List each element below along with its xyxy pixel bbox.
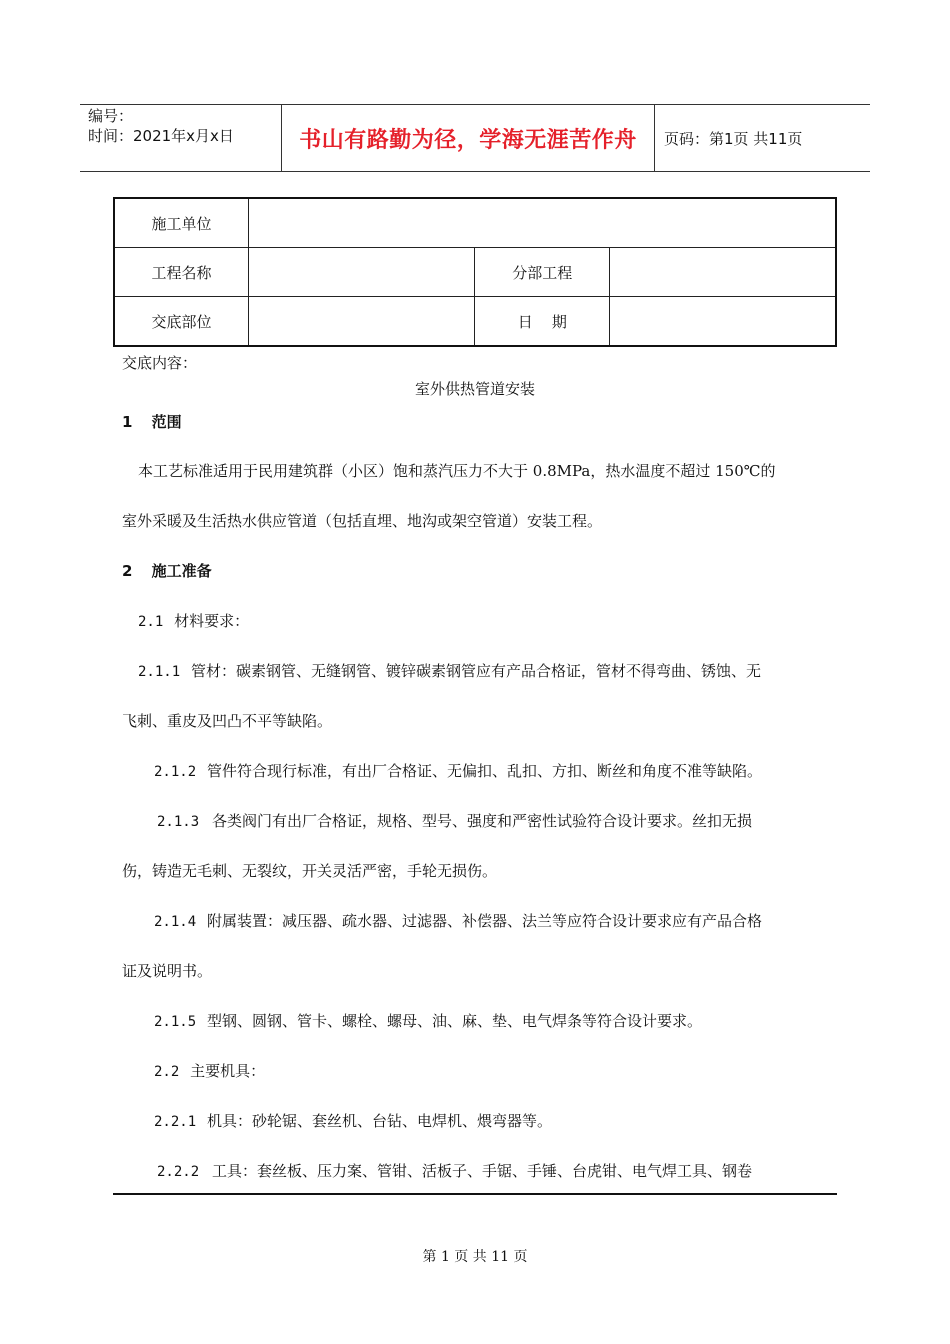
section-2-1-4-line-2: 证及说明书。 [122, 962, 213, 980]
position-label: 交底部位 [114, 297, 249, 347]
form-row-position [114, 297, 836, 347]
section-2-1-1-line-2: 飞刺、重皮及凹凸不平等缺陷。 [122, 712, 333, 730]
section-2-1-text: 材料要求： [174, 612, 250, 630]
section-2-1-3-text: 各类阀门有出厂合格证，规格、型号、强度和严密性试验符合设计要求。丝扣无损 [211, 812, 752, 830]
section-2-2-1-text: 机具：砂轮锯、套丝机、台钻、电焊机、煨弯器等。 [206, 1112, 552, 1130]
footer-page-number: 第 1 页 共 11 页 [422, 1249, 528, 1265]
section-2-2-1 [154, 1110, 552, 1131]
section-2-1-2 [154, 760, 762, 781]
section-2-1-4-number: 2.1.4 [154, 914, 197, 930]
section-2-1-3-line-2: 伤，铸造无毛刺、无裂纹，开关灵活严密，手轮无损伤。 [122, 862, 498, 880]
section-2-1-2-number: 2.1.2 [154, 764, 197, 780]
section-2-2-text: 主要机具： [190, 1062, 266, 1080]
division-value[interactable] [610, 248, 836, 297]
section-2-heading [122, 560, 212, 581]
footer-rule [113, 1193, 837, 1195]
unit-value[interactable] [249, 198, 836, 248]
section-2-1-3-number: 2.1.3 [157, 814, 200, 830]
section-2-1-1-text: 管材：碳素钢管、无缝钢管、镀锌碳素钢管应有产品合格证，管材不得弯曲、锈蚀、无 [190, 662, 761, 680]
scope-paragraph-line-2: 室外采暖及生活热水供应管道（包括直埋、地沟或架空管道）安装工程。 [122, 512, 603, 530]
section-2-1-1-line-1 [138, 660, 761, 681]
project-value[interactable] [249, 248, 475, 297]
serial-label: 编号： [88, 107, 134, 125]
section-2-1-5 [154, 1010, 702, 1031]
scope-paragraph-line-1: 本工艺标准适用于民用建筑群（小区）饱和蒸汽压力不大于 0.8MPa，热水温度不超过 150℃的 [138, 462, 776, 480]
section-2-1-number: 2.1 [138, 614, 164, 630]
section-1-number: 1 [122, 413, 133, 431]
section-2-1-3-line-1 [157, 810, 752, 831]
division-label: 分部工程 [475, 248, 610, 297]
form-row-project [114, 248, 836, 297]
section-2-1-5-number: 2.1.5 [154, 1014, 197, 1030]
section-1-heading [122, 411, 182, 432]
content-intro: 交底内容： [122, 354, 198, 372]
section-2-2-2 [157, 1160, 752, 1181]
form-row-unit [114, 198, 836, 248]
section-2-title: 施工准备 [151, 562, 212, 580]
header-meta [88, 106, 234, 146]
section-1-title: 范围 [151, 413, 182, 431]
section-2-1 [138, 610, 249, 631]
project-label: 工程名称 [114, 248, 249, 297]
date-label: 时间：2021年x月x日 [88, 127, 234, 145]
date-field-label: 日 期 [475, 297, 610, 347]
handover-form-table [113, 197, 837, 347]
unit-label: 施工单位 [114, 198, 249, 248]
section-2-1-5-text: 型钢、圆钢、管卡、螺栓、螺母、油、麻、垫、电气焊条等符合设计要求。 [206, 1012, 702, 1030]
section-2-2 [154, 1060, 265, 1081]
section-2-2-number: 2.2 [154, 1064, 180, 1080]
section-2-2-1-number: 2.2.1 [154, 1114, 197, 1130]
header-page-number: 页码：第1页 共11页 [664, 130, 803, 148]
section-2-2-2-text: 工具：套丝板、压力案、管钳、活板子、手锯、手锤、台虎钳、电气焊工具、钢卷 [211, 1162, 752, 1180]
section-2-1-2-text: 管件符合现行标准，有出厂合格证、无偏扣、乱扣、方扣、断丝和角度不准等缺陷。 [206, 762, 762, 780]
header-divider-right [654, 104, 655, 172]
section-2-2-2-number: 2.2.2 [157, 1164, 200, 1180]
position-value[interactable] [249, 297, 475, 347]
section-2-1-4-text: 附属装置：减压器、疏水器、过滤器、补偿器、法兰等应符合设计要求应有产品合格 [206, 912, 762, 930]
section-2-number: 2 [122, 562, 133, 580]
header-motto: 书山有路勤为径，学海无涯苦作舟 [299, 127, 637, 153]
section-2-1-4-line-1 [154, 910, 762, 931]
section-2-1-1-number: 2.1.1 [138, 664, 181, 680]
document-title: 室外供热管道安装 [414, 380, 535, 398]
date-value[interactable] [610, 297, 836, 347]
